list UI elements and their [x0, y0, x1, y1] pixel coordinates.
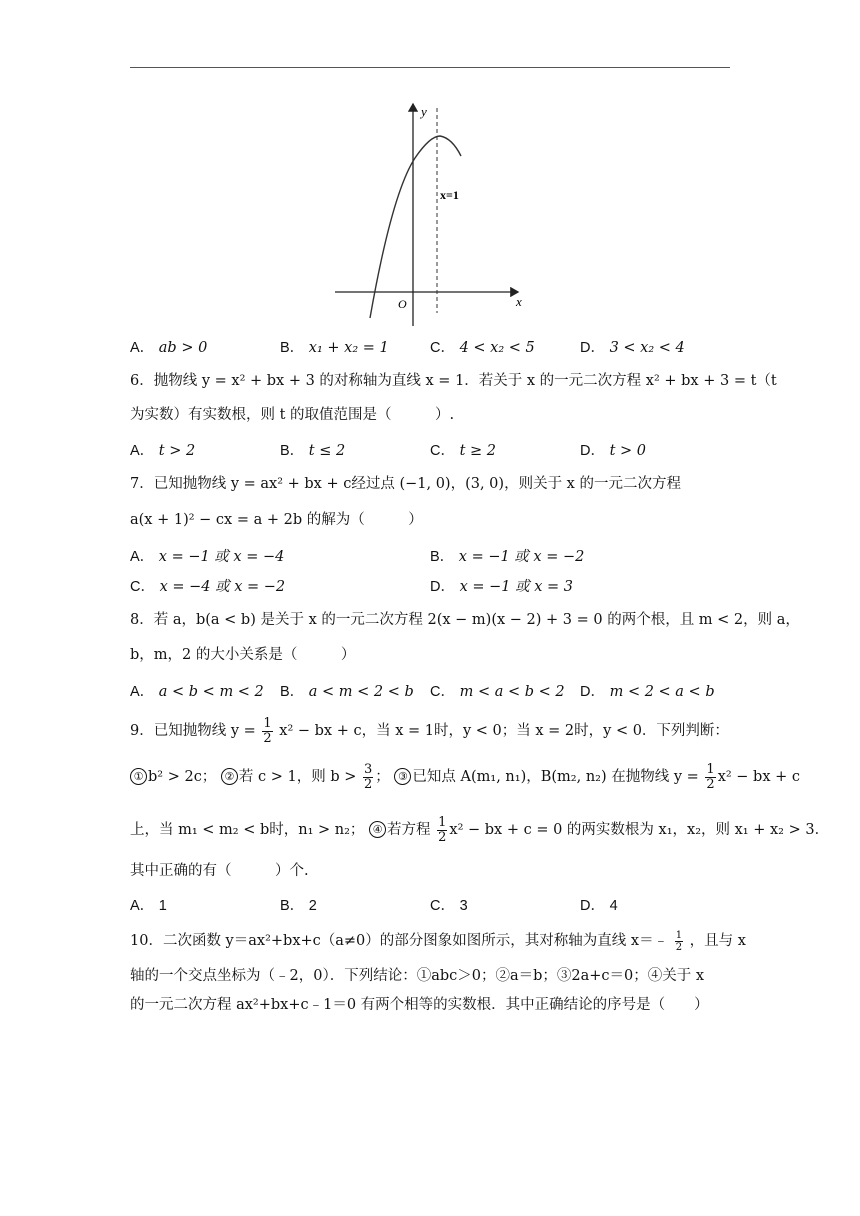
q7-option-d: D． x = −1 或 x = 3 [430, 579, 574, 595]
q5-option-d: D． 3 < x₂ < 4 [580, 340, 685, 356]
header-rule [130, 67, 730, 68]
q6-stem-line2: 为实数）有实数根，则 t 的取值范围是（ ）. [130, 407, 455, 423]
q8-option-d: D． m < 2 < a < b [580, 684, 715, 700]
q9-option-a: A． 1 [130, 898, 167, 914]
fraction-one-half: $\frac{1}{2}$ [438, 814, 447, 845]
q9-option-c: C． 3 [430, 898, 468, 914]
q8-option-b: B． a < m < 2 < b [280, 684, 414, 700]
q10-stem-line3: 的一元二次方程 ax²+bx+c﹣1＝0 有两个相等的实数根．其中正确结论的序号是（ ） [130, 997, 709, 1013]
q9-stem-line2: ① b² > 2c； ② 若 c > 1，则 b > $\frac{3}{2}$ ； ③ 已知点 A(m₁, n₁)，B(m₂, n₂) 在抛物线 y = $\frac{1}{2}$ x² − bx + c [130, 762, 800, 792]
q8-option-a: A． a < b < m < 2 [130, 684, 264, 700]
q7-option-a: A． x = −1 或 x = −4 [130, 549, 285, 565]
y-axis-label: y [421, 104, 427, 119]
x-axis-label: x [516, 294, 522, 309]
q5-option-a: A． ab > 0 [130, 340, 208, 356]
q8-option-c: C． m < a < b < 2 [430, 684, 565, 700]
q8-stem-line2: b，m，2 的大小关系是（ ） [130, 647, 356, 663]
q10-stem-line1: 10．二次函数 y＝ax²+bx+c（a≠0）的部分图象如图所示，其对称轴为直线 x＝﹣ $\frac{1}{2}$ ，且与 x [130, 929, 746, 953]
q9-stem-line4: 其中正确的有（ ）个. [130, 863, 309, 879]
q6-option-d: D． t > 0 [580, 443, 647, 459]
q10-stem-line2: 轴的一个交点坐标为（﹣2，0）．下列结论：①abc＞0；②a＝b；③2a+c＝0；④关于 x [130, 968, 705, 984]
fraction-three-halves: $\frac{3}{2}$ [364, 761, 373, 792]
q5-option-b: B． x₁ + x₂ = 1 [280, 340, 389, 356]
symmetry-label: x=1 [440, 188, 459, 202]
parabola-figure [330, 98, 530, 330]
fraction-one-half: $\frac{1}{2}$ [263, 715, 272, 746]
parabola-graph [330, 98, 530, 330]
q7-option-c: C． x = −4 或 x = −2 [130, 579, 286, 595]
q9-stem-line1: 9．已知抛物线 y = $\frac{1}{2}$ x² − bx + c，当 x = 1时，y < 0；当 x = 2时，y < 0．下列判断： [130, 715, 729, 746]
origin-label: O [398, 297, 407, 311]
fraction-one-half: $\frac{1}{2}$ [675, 929, 683, 953]
q8-stem-line1: 8．若 a，b(a < b) 是关于 x 的一元二次方程 2(x − m)(x − 2) + 3 = 0 的两个根，且 m < 2，则 a， [130, 612, 800, 628]
q6-option-a: A． t > 2 [130, 443, 196, 459]
q7-option-b: B． x = −1 或 x = −2 [430, 549, 585, 565]
q9-option-d: D． 4 [580, 898, 618, 914]
q9-stem-line3: 上，当 m₁ < m₂ < b时，n₁ > n₂； ④ 若方程 $\frac{1}{2}$ x² − bx + c = 0 的两实数根为 x₁，x₂，则 x₁ + x₂ > 3． [130, 814, 830, 845]
q7-stem-line2: a(x + 1)² − cx = a + 2b 的解为（ ） [130, 512, 423, 528]
q5-option-c: C． 4 < x₂ < 5 [430, 340, 535, 356]
q6-stem-line1: 6．抛物线 y = x² + bx + 3 的对称轴为直线 x = 1．若关于 x 的一元二次方程 x² + bx + 3 = t（t [130, 373, 777, 389]
q6-option-c: C． t ≥ 2 [430, 443, 497, 459]
q7-stem-line1: 7．已知抛物线 y = ax² + bx + c经过点 (−1, 0)，(3, 0)，则关于 x 的一元二次方程 [130, 476, 681, 492]
fraction-one-half: $\frac{1}{2}$ [706, 761, 715, 792]
q6-option-b: B． t ≤ 2 [280, 443, 346, 459]
q9-option-b: B． 2 [280, 898, 317, 914]
parabola-curve [370, 136, 461, 318]
